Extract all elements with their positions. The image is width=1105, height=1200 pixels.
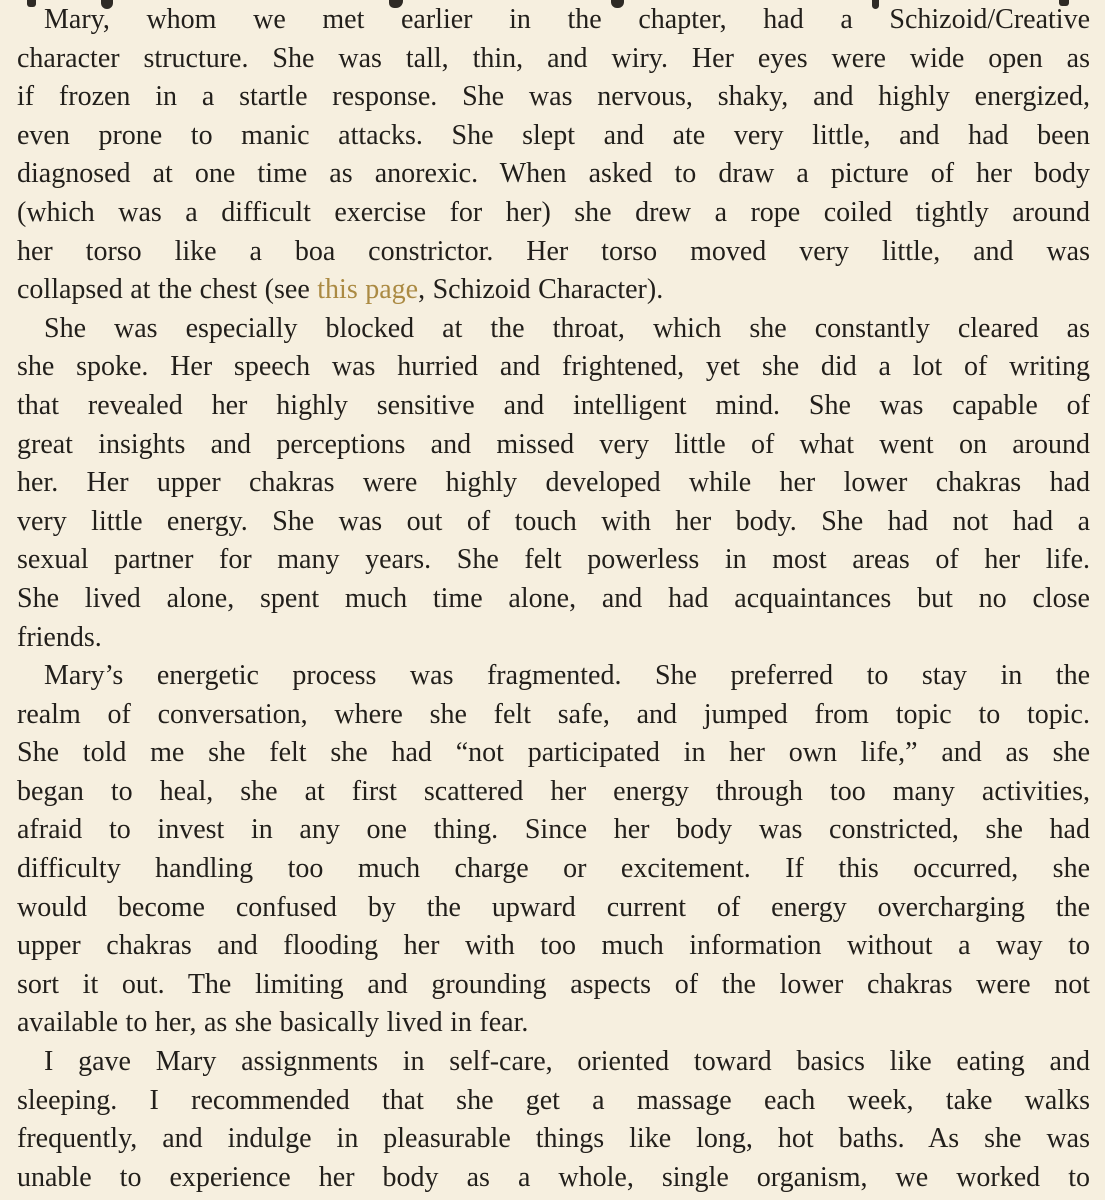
text-line: difficulty handling too much charge or excitement. If this occurred, she (17, 853, 1090, 885)
text-line: (which was a difficult exercise for her) she drew a rope coiled tightly around (17, 196, 1090, 228)
text-line: character structure. She was tall, thin, and wiry. Her eyes were wide open as (17, 42, 1090, 74)
line-segment: , Schizoid Character). (418, 274, 664, 306)
text-line: afraid to invest in any one thing. Since her body was constricted, she had (17, 814, 1090, 846)
text-line: sleeping. I recommended that she get a massage each week, take walks (17, 1084, 1090, 1116)
text-line: if frozen in a startle response. She was nervous, shaky, and highly energized, (17, 81, 1090, 113)
text-line: her torso like a boa constrictor. Her torso moved very little, and was (17, 235, 1090, 267)
text-line: would become confused by the upward current of energy overcharging the (17, 891, 1090, 923)
text-line: she spoke. Her speech was hurried and frightened, yet she did a lot of writing (17, 351, 1090, 383)
text-line: her. Her upper chakras were highly developed while her lower chakras had (17, 467, 1090, 499)
text-line: diagnosed at one time as anorexic. When asked to draw a picture of her body (17, 158, 1090, 190)
text-line: She told me she felt she had “not participated in her own life,” and as she (17, 737, 1090, 769)
text-line: even prone to manic attacks. She slept and ate very little, and had been (17, 119, 1090, 151)
text-line: frequently, and indulge in pleasurable things like long, hot baths. As she was (17, 1123, 1090, 1155)
text-line: that revealed her highly sensitive and intelligent mind. She was capable of (17, 389, 1090, 421)
text-line: great insights and perceptions and missed very little of what went on around (17, 428, 1090, 460)
text-line: I gave Mary assignments in self-care, oriented toward basics like eating and (44, 1046, 1090, 1078)
text-line: unable to experience her body as a whole, single organism, we worked to (17, 1161, 1090, 1193)
text-line: very little energy. She was out of touch with her body. She had not had a (17, 505, 1090, 537)
text-line: sort it out. The limiting and grounding aspects of the lower chakras were not (17, 968, 1090, 1000)
text-line: upper chakras and flooding her with too much information without a way to (17, 930, 1090, 962)
text-line: began to heal, she at first scattered her energy through too many activities, (17, 775, 1090, 807)
text-line: Mary, whom we met earlier in the chapter, had a Schizoid/Creative (44, 4, 1090, 35)
text-line: She was especially blocked at the throat, which she constantly cleared as (44, 312, 1090, 344)
text-line (17, 271, 1090, 310)
text-line: Mary’s energetic process was fragmented. She preferred to stay in the (44, 660, 1090, 692)
text-line: realm of conversation, where she felt safe, and jumped from topic to topic. (17, 698, 1090, 730)
text-line: She lived alone, spent much time alone, and had acquaintances but no close (17, 582, 1090, 614)
text-line: available to her, as she basically lived in fear. (17, 1007, 529, 1039)
text-line: sexual partner for many years. She felt powerless in most areas of her life. (17, 544, 1090, 576)
line-segment: collapsed at the chest (see (17, 274, 318, 306)
page-text (17, 1, 1090, 1197)
text-line: friends. (17, 621, 102, 653)
this-page-link[interactable]: this page (317, 274, 419, 306)
